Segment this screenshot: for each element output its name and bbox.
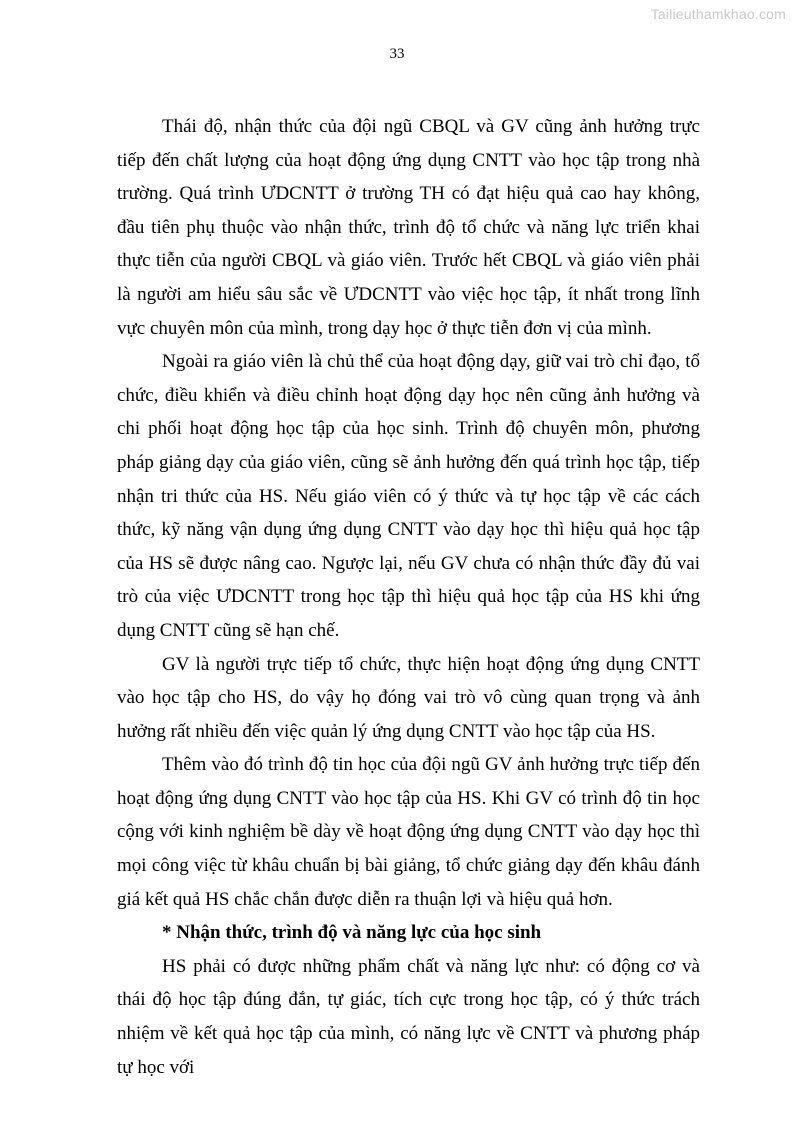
paragraph-5: HS phải có được những phẩm chất và năng lực như: có động cơ và thái độ học tập đúng đắn, tự giác, tích cực trong học tập, có ý thức trách nhiệm về kết quả học tập của mình, có năng lực về CNTT và phương pháp tự học với <box>117 955 700 1078</box>
paragraph-3: GV là người trực tiếp tổ chức, thực hiện hoạt động ứng dụng CNTT vào học tập cho HS, do vậy họ đóng vai trò vô cùng quan trọng và ảnh hưởng rất nhiều đến việc quản lý ứng dụng CNTT vào học tập của HS. <box>117 653 700 742</box>
paragraph-4: Thêm vào đó trình độ tin học của đội ngũ GV ảnh hưởng trực tiếp đến hoạt động ứng dụng CNTT vào học tập của HS. Khi GV có trình độ tin học cộng với kinh nghiệm bề dày về hoạt động ứng dụng CNTT vào dạy học thì mọi công việc từ khâu chuẩn bị bài giảng, tổ chức giảng dạy đến khâu đánh giá kết quả HS chắc chắn được diễn ra thuận lợi và hiệu quả hơn. <box>117 754 700 910</box>
page-number: 33 <box>389 46 405 62</box>
paragraph-2: Ngoài ra giáo viên là chủ thể của hoạt động dạy, giữ vai trò chỉ đạo, tổ chức, điều khiển và điều chỉnh hoạt động dạy học nên cũng ảnh hưởng và chi phối hoạt động học tập của học sinh. Trình độ chuyên môn, phương pháp giảng dạy của giáo viên, cũng sẽ ảnh hưởng đến quá trình học tập, tiếp nhận tri thức của HS. Nếu giáo viên có ý thức và tự học tập về các cách thức, kỹ năng vận dụng ứng dụng CNTT vào dạy học thì hiệu quả học tập của HS sẽ được nâng cao. Ngược lại, nếu GV chưa có nhận thức đầy đủ vai trò của việc ƯDCNTT trong học tập thì hiệu quả học tập của HS khi ứng dụng CNTT cũng sẽ hạn chế. <box>117 351 700 641</box>
section-heading: * Nhận thức, trình độ và năng lực của học sinh <box>162 922 542 944</box>
document-body <box>117 110 700 1084</box>
paragraph-1: Thái độ, nhận thức của đội ngũ CBQL và GV cũng ảnh hưởng trực tiếp đến chất lượng của hoạt động ứng dụng CNTT vào học tập trong nhà trường. Quá trình ƯDCNTT ở trường TH có đạt hiệu quả cao hay không, đầu tiên phụ thuộc vào nhận thức, trình độ tổ chức và năng lực triển khai thực tiễn của người CBQL và giáo viên. Trước hết CBQL và giáo viên phải là người am hiểu sâu sắc về ƯDCNTT vào việc học tập, ít nhất trong lĩnh vực chuyên môn của mình, trong dạy học ở thực tiễn đơn vị của mình. <box>117 116 700 339</box>
watermark: Tailieuthamkhao.com <box>650 6 786 22</box>
